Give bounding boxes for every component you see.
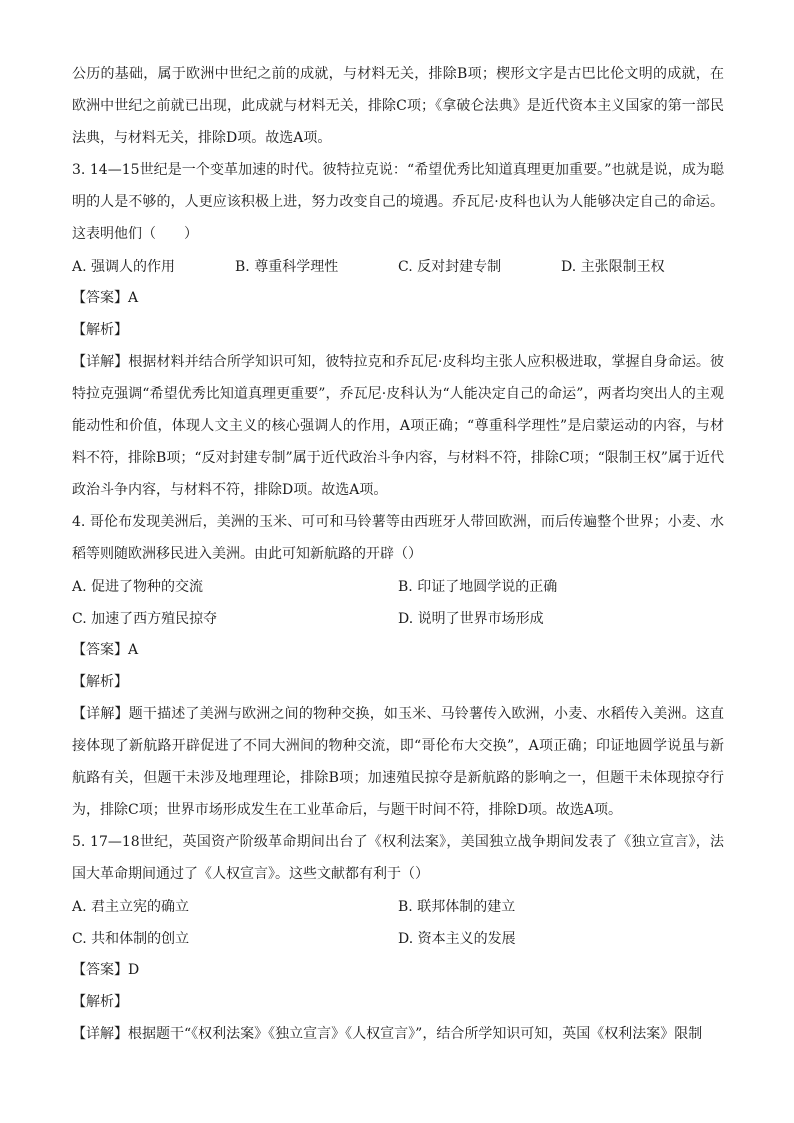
option-c: C. 反对封建专制 [398, 259, 502, 275]
option-d: D. 主张限制王权 [561, 259, 665, 275]
option-d: D. 说明了世界市场形成 [398, 611, 544, 627]
option-b: B. 印证了地圆学说的正确 [398, 579, 558, 595]
question-4-answer: 【答案】A [72, 642, 139, 658]
question-4-analysis-label: 【解析】 [72, 674, 128, 690]
question-3-options [72, 250, 724, 282]
question-5-answer: 【答案】D [72, 962, 140, 978]
question-3-stem: 3. 14—15世纪是一个变革加速的时代。彼特拉克说：“希望优秀比知道真理更加重要。”也就是说，成为聪明的人是不够的，人更应该积极上进，努力改变自己的境遇。乔瓦尼·皮科也认为人能够决定自己的命运。这表明他们（ ） [72, 162, 724, 242]
question-5-options-row-2 [72, 922, 724, 954]
question-5-detail: 【详解】根据题干“《权利法案》《独立宣言》《人权宣言》”，结合所学知识可知，英国《权利法案》限制 [72, 1026, 703, 1042]
option-b: B. 联邦体制的建立 [398, 899, 516, 915]
question-3-analysis-label: 【解析】 [72, 322, 128, 338]
question-3-detail: 【详解】根据材料并结合所学知识可知，彼特拉克和乔瓦尼·皮科均主张人应积极进取，掌握自身命运。彼特拉克强调“希望优秀比知道真理更重要”，乔瓦尼·皮科认为“人能决定自己的命运”，两者均突出人的主观能动性和价值，体现人文主义的核心强调人的作用，A项正确；“尊重科学理性”是启蒙运动的内容，与材料不符，排除B项；“反对封建专制”属于近代政治斗争内容，与材料不符，排除C项；“限制王权”属于近代政治斗争内容，与材料不符，排除D项。故选A项。 [72, 354, 724, 498]
option-c: C. 共和体制的创立 [72, 931, 190, 947]
question-4-options-row-1 [72, 570, 724, 602]
document-page [72, 58, 724, 1050]
question-4-stem: 4. 哥伦布发现美洲后，美洲的玉米、可可和马铃薯等由西班牙人带回欧洲，而后传遍整个世界；小麦、水稻等则随欧洲移民进入美洲。由此可知新航路的开辟（） [72, 514, 724, 562]
option-c: C. 加速了西方殖民掠夺 [72, 611, 218, 627]
question-4-options-row-2 [72, 602, 724, 634]
option-a: A. 促进了物种的交流 [72, 579, 204, 595]
question-5-stem: 5. 17—18世纪，英国资产阶级革命期间出台了《权利法案》，美国独立战争期间发表了《独立宣言》，法国大革命期间通过了《人权宣言》。这些文献都有利于（） [72, 834, 724, 882]
question-5-options-row-1 [72, 890, 724, 922]
option-a: A. 君主立宪的确立 [72, 899, 190, 915]
question-4-detail: 【详解】题干描述了美洲与欧洲之间的物种交换，如玉米、马铃薯传入欧洲，小麦、水稻传入美洲。这直接体现了新航路开辟促进了不同大洲间的物种交流，即“哥伦布大交换”，A项正确；印证地圆学说虽与新航路有关，但题干未涉及地理理论，排除B项；加速殖民掠夺是新航路的影响之一，但题干未体现掠夺行为，排除C项；世界市场形成发生在工业革命后，与题干时间不符，排除D项。故选A项。 [72, 706, 724, 818]
option-a: A. 强调人的作用 [72, 259, 176, 275]
option-d: D. 资本主义的发展 [398, 931, 516, 947]
question-3-answer: 【答案】A [72, 290, 139, 306]
prev-analysis-paragraph: 公历的基础，属于欧洲中世纪之前的成就，与材料无关，排除B项；楔形文字是古巴比伦文明的成就，在欧洲中世纪之前就已出现，此成就与材料无关，排除C项；《拿破仑法典》是近代资本主义国家的第一部民法典，与材料无关，排除D项。故选A项。 [72, 66, 724, 146]
question-5-analysis-label: 【解析】 [72, 994, 128, 1010]
option-b: B. 尊重科学理性 [235, 259, 339, 275]
